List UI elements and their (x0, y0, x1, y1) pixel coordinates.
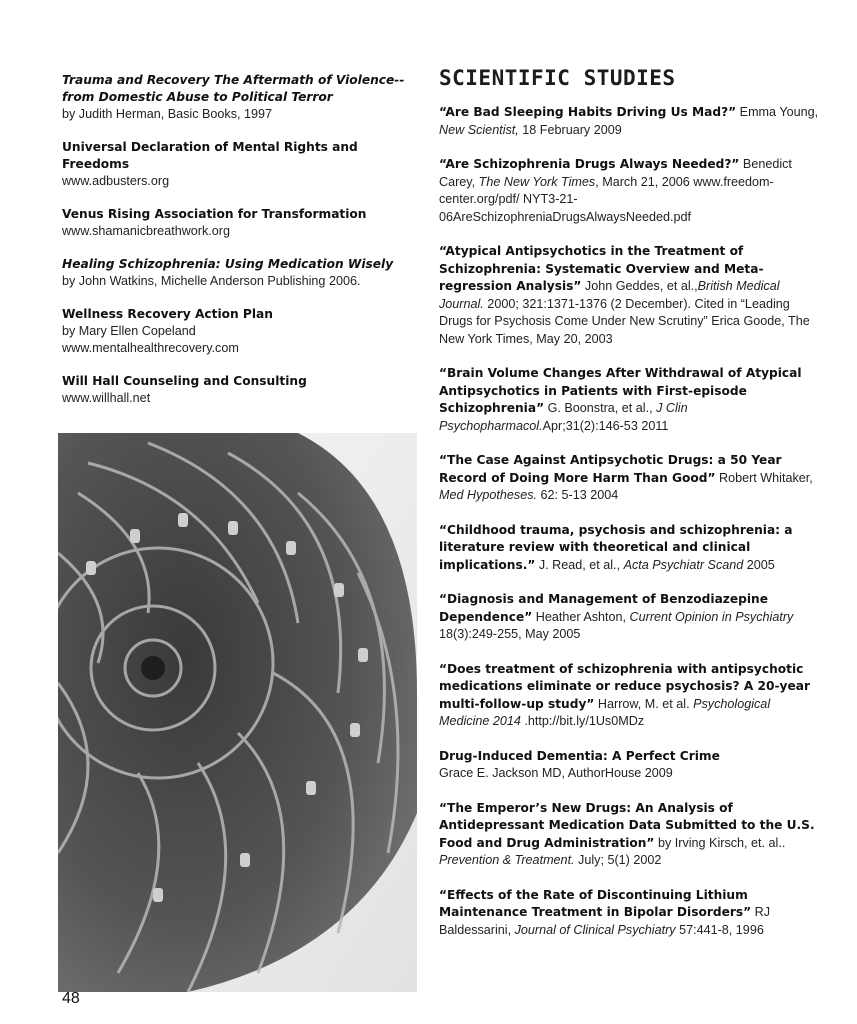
study-author: Robert Whitaker, (715, 470, 813, 485)
study-title: “Does treatment of schizophrenia with antipsychotic medications eliminate or reduce psychosis? A 20-year multi-follow-up study” (439, 661, 810, 711)
study-details: Apr;31(2):146-53 2011 (542, 418, 669, 433)
study-source: New Scientist, (439, 122, 519, 137)
study-title: “The Emperor’s New Drugs: An Analysis of Antidepressant Medication Data Submitted to the U.S. Food and Drug Administration” (439, 800, 815, 850)
study-entry (439, 887, 819, 940)
resource-link[interactable]: www.adbusters.org (62, 174, 170, 188)
study-details: 18 February 2009 (518, 122, 622, 137)
resource-entry (62, 206, 407, 240)
study-title: “The Case Against Antipsychotic Drugs: a 50 Year Record of Doing More Harm Than Good” (439, 453, 782, 485)
study-source: Psychological Medicine 2014 (439, 696, 771, 728)
study-title: Drug-Induced Dementia: A Perfect Crime (439, 748, 720, 763)
resource-entry (62, 139, 407, 190)
study-author: Emma Young, (736, 105, 819, 119)
study-entry (439, 365, 819, 435)
scientific-studies-section (439, 66, 819, 956)
resource-entry (62, 256, 407, 290)
resource-title: Wellness Recovery Action Plan (62, 307, 273, 321)
resource-entry (62, 373, 407, 407)
study-entry (439, 661, 819, 731)
resource-entry (62, 306, 407, 357)
study-details: 2000; 321:1371-1376 (2 December). Cited in “Leading Drugs for Psychosis Come Under New Scrutiny” Erica Goode, The New York Times, May 20, 2003 (439, 296, 810, 346)
study-author: Harrow, M. et al. (594, 696, 694, 711)
page-number: 48 (62, 990, 80, 1007)
study-author: by Irving Kirsch, et. al.. (654, 835, 786, 850)
study-details: 2005 (743, 557, 775, 572)
resource-detail: by Judith Herman, Basic Books, 1997 (62, 107, 273, 121)
nautilus-shell-image (58, 433, 417, 992)
study-source: The New York Times (478, 174, 596, 189)
study-author: Heather Ashton, (532, 609, 630, 624)
study-title: “Are Schizophrenia Drugs Always Needed?” (439, 157, 740, 171)
study-details: 62: 5-13 2004 (537, 488, 619, 502)
study-entry (439, 452, 819, 505)
resource-detail: by John Watkins, Michelle Anderson Publishing 2006. (62, 274, 361, 288)
resource-link[interactable]: www.shamanicbreathwork.org (62, 224, 230, 238)
study-entry (439, 591, 819, 644)
study-details: July; 5(1) 2002 (574, 853, 662, 867)
resource-title: Universal Declaration of Mental Rights and Freedoms (62, 140, 358, 171)
study-author: John Geddes, et al., (581, 279, 698, 293)
study-entry (439, 800, 819, 870)
study-source: Journal of Clinical Psychiatry (514, 922, 676, 937)
resource-link[interactable]: www.mentalhealthrecovery.com (62, 341, 239, 355)
resource-title: Healing Schizophrenia: Using Medication Wisely (62, 257, 394, 271)
study-source: J Clin Psychopharmacol. (439, 401, 688, 433)
study-entry (439, 104, 819, 139)
study-details: 18(3):249-255, May 2005 (439, 627, 581, 641)
study-author: RJ Baldessarini, (439, 905, 771, 937)
resource-entry (62, 72, 407, 123)
study-details: , March 21, 2006 www.freedom-center.org/pdf/ NYT3-21-06AreSchizophreniaDrugsAlwaysNeeded.pdf (439, 174, 774, 224)
study-title: “Brain Volume Changes After Withdrawal of Atypical Antipsychotics in Patients with First-episode Schizophrenia” (439, 366, 802, 415)
study-title: “Effects of the Rate of Discontinuing Lithium Maintenance Treatment in Bipolar Disorders” (439, 887, 752, 919)
section-title: SCIENTIFIC STUDIES (439, 66, 676, 90)
study-author: Grace E. Jackson MD, AuthorHouse 2009 (439, 766, 673, 780)
resource-title: Venus Rising Association for Transformation (62, 207, 367, 221)
study-source: Current Opinion in Psychiatry (629, 609, 794, 624)
study-source: Prevention & Treatment. (439, 853, 575, 867)
study-source: Med Hypotheses. (439, 488, 538, 502)
study-entry (439, 156, 819, 226)
study-title: “Are Bad Sleeping Habits Driving Us Mad?” (439, 105, 737, 119)
resource-link[interactable]: www.willhall.net (62, 391, 151, 405)
study-source: Acta Psychiatr Scand (623, 557, 744, 572)
study-title: “Atypical Antipsychotics in the Treatment of Schizophrenia: Systematic Overview and Meta-regression Analysis” (439, 244, 764, 293)
study-title: “Diagnosis and Management of Benzodiazepine Dependence” (439, 592, 768, 624)
study-author: Benedict Carey, (439, 157, 792, 189)
resource-detail: by Mary Ellen Copeland (62, 324, 196, 338)
study-title: “Childhood trauma, psychosis and schizophrenia: a literature review with theoretical and clinical implications.” (439, 522, 793, 572)
study-link[interactable]: .http://bit.ly/1Us0MDz (520, 714, 645, 728)
study-entry (439, 748, 819, 783)
resource-title: Trauma and Recovery The Aftermath of Violence--from Domestic Abuse to Political Terror (62, 73, 405, 104)
study-details: 57:441-8, 1996 (675, 922, 764, 937)
study-entry (439, 243, 819, 348)
resource-title: Will Hall Counseling and Consulting (62, 374, 307, 388)
study-author: J. Read, et al., (535, 557, 624, 572)
study-source: British Medical Journal. (439, 279, 780, 311)
study-author: G. Boonstra, et al., (544, 401, 657, 415)
study-entry (439, 522, 819, 575)
resources-list (62, 72, 407, 423)
